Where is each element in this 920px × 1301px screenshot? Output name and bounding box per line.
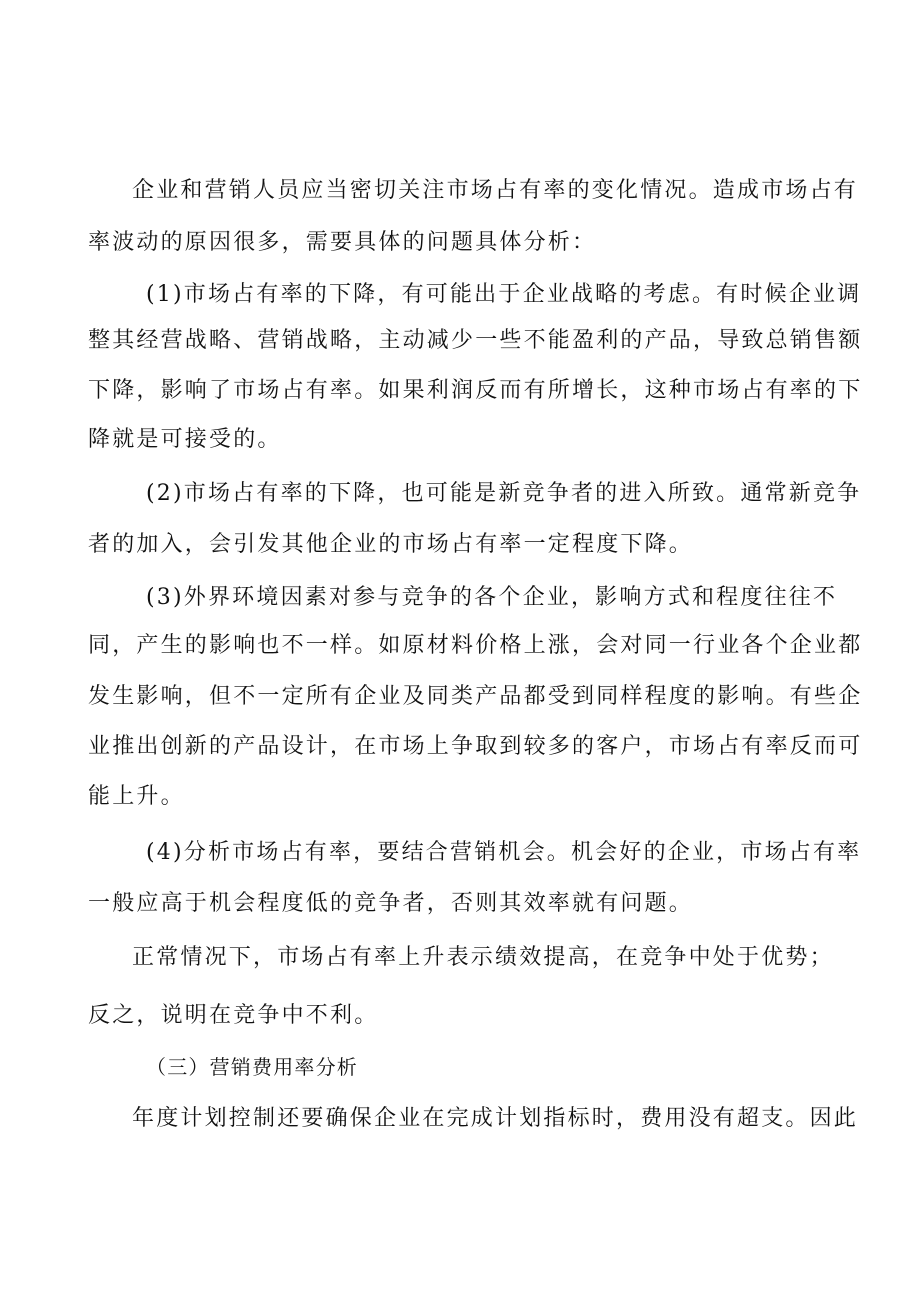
- item-1-line-3: 下降，影响了市场占有率。如果利润反而有所增长，这种市场占有率的下: [88, 378, 863, 403]
- item-1-line-4: 降就是可接受的。: [88, 427, 282, 452]
- item-2-line-2: 者的加入，会引发其他企业的市场占有率一定程度下降。: [88, 532, 694, 557]
- item-4-line-1: (4)分析市场占有率，要结合营销机会。机会好的企业，市场占有率: [146, 840, 862, 865]
- item-3-line-3: 发生影响，但不一定所有企业及同类产品都受到同样程度的影响。有些企: [88, 684, 863, 709]
- item-3-line-1: (3)外界环境因素对参与竞争的各个企业，影响方式和程度往往不: [146, 585, 838, 610]
- paragraph-3-line-1: 年度计划控制还要确保企业在完成计划指标时，费用没有超支。因此: [132, 1106, 859, 1131]
- item-3-line-5: 能上升。: [88, 784, 185, 809]
- paragraph-1-line-1: 企业和营销人员应当密切关注市场占有率的变化情况。造成市场占有: [132, 178, 859, 203]
- paragraph-1-line-2: 率波动的原因很多，需要具体的问题具体分析：: [88, 230, 597, 255]
- item-1-line-2: 整其经营战略、营销战略，主动减少一些不能盈利的产品，导致总销售额: [88, 328, 863, 353]
- paragraph-2-line-1: 正常情况下，市场占有率上升表示绩效提高，在竞争中处于优势；: [132, 945, 834, 970]
- item-3-line-4: 业推出创新的产品设计，在市场上争取到较多的客户，市场占有率反而可: [88, 734, 863, 759]
- item-3-line-2: 同，产生的影响也不一样。如原材料价格上涨，会对同一行业各个企业都: [88, 633, 863, 658]
- item-1-line-1: (1)市场占有率的下降，有可能出于企业战略的考虑。有时候企业调: [146, 282, 862, 307]
- item-2-line-1: (2)市场占有率的下降，也可能是新竞争者的进入所致。通常新竞争: [146, 481, 862, 506]
- item-4-line-2: 一般应高于机会程度低的竞争者，否则其效率就有问题。: [88, 891, 694, 916]
- section-heading: （三）营销费用率分析: [146, 1055, 358, 1079]
- paragraph-2-line-2: 反之，说明在竞争中不利。: [88, 1003, 379, 1028]
